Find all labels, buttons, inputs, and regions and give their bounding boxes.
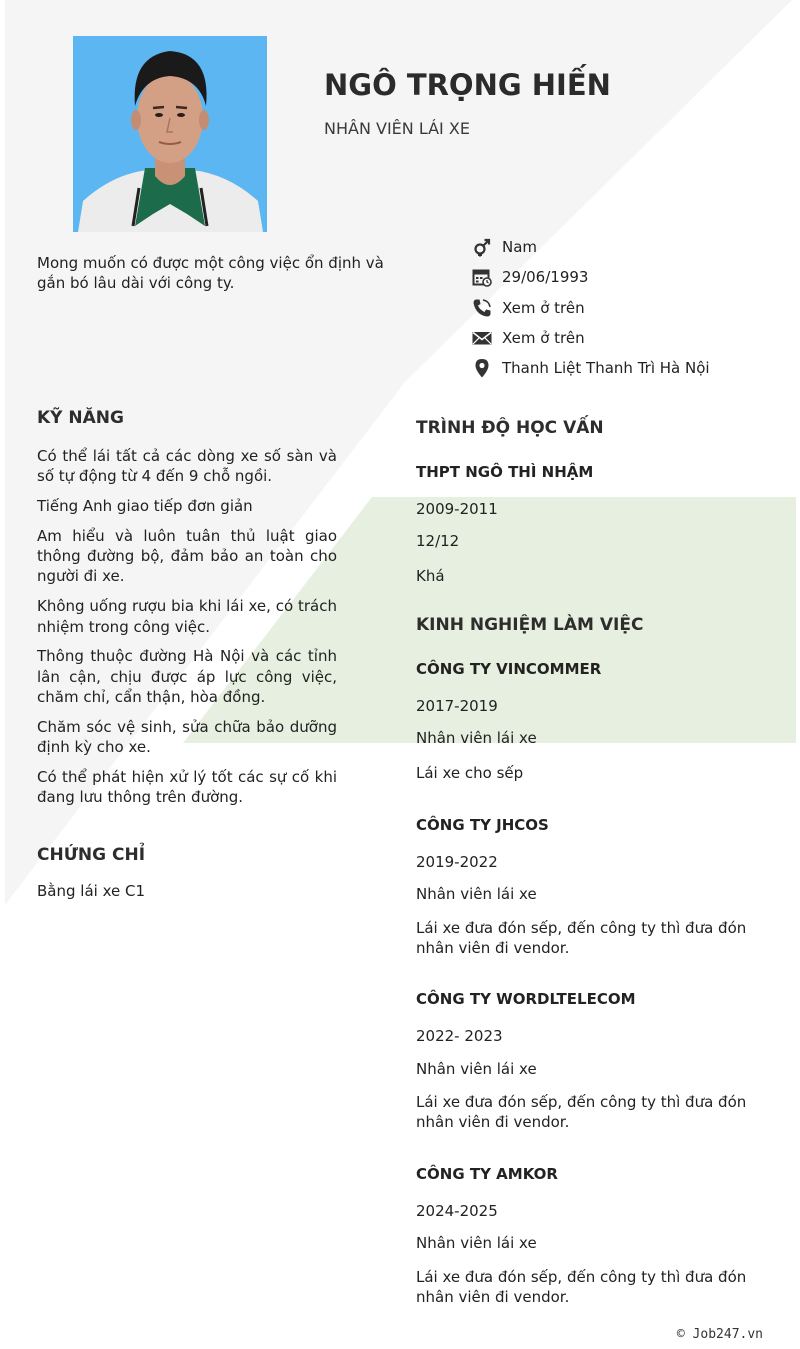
envelope-icon	[472, 328, 492, 348]
skill-item: Tiếng Anh giao tiếp đơn giản	[37, 497, 253, 516]
education-title: TRÌNH ĐỘ HỌC VẤN	[416, 418, 604, 438]
skill-item: Chăm sóc vệ sinh, sửa chữa bảo dưỡng định kỳ cho xe.	[37, 717, 337, 757]
profile-photo	[73, 36, 267, 232]
job-description: Lái xe đưa đón sếp, đến công ty thì đưa đón nhân viên đi vendor.	[416, 1268, 747, 1306]
skill-item: Có thể phát hiện xử lý tốt các sự cố khi đang lưu thông trên đường.	[37, 767, 337, 807]
skills-title: KỸ NĂNG	[37, 408, 124, 428]
job-period: 2022- 2023	[416, 1027, 503, 1045]
skill-item: Không uống rượu bia khi lái xe, có trách nhiệm trong công việc.	[37, 597, 337, 636]
birthday-value: 29/06/1993	[502, 268, 589, 287]
contact-address	[472, 353, 792, 383]
education-school: THPT NGÔ THÌ NHẬM	[416, 463, 594, 481]
skills-list	[37, 446, 337, 817]
skill-item: Thông thuộc đường Hà Nội và các tỉnh lân cận, chịu được áp lực công việc, chăm chỉ, cẩn thận, hòa đồng.	[37, 647, 337, 706]
education-grade: 12/12	[416, 532, 460, 550]
job-company: CÔNG TY JHCOS	[416, 816, 549, 834]
job-company: CÔNG TY AMKOR	[416, 1165, 558, 1183]
email-value: Xem ở trên	[502, 329, 585, 348]
job-description: Lái xe đưa đón sếp, đến công ty thì đưa đón nhân viên đi vendor.	[416, 1093, 747, 1131]
contact-info	[472, 232, 792, 383]
phone-value: Xem ở trên	[502, 298, 585, 317]
job-company: CÔNG TY VINCOMMER	[416, 660, 602, 678]
job-description: Lái xe đưa đón sếp, đến công ty thì đưa đón nhân viên đi vendor.	[416, 919, 747, 957]
contact-email	[472, 323, 792, 353]
job-position: NHÂN VIÊN LÁI XE	[324, 119, 470, 138]
contact-birthday	[472, 262, 792, 292]
job-period: 2017-2019	[416, 697, 498, 715]
certificate-item: Bằng lái xe C1	[37, 882, 146, 900]
skill-item: Am hiểu và luôn tuân thủ luật giao thông đường bộ, đảm bảo an toàn cho người đi xe.	[37, 526, 337, 586]
skill-item: Có thể lái tất cả các dòng xe số sàn và số tự động từ 4 đến 9 chỗ ngồi.	[37, 447, 337, 486]
job-role: Nhân viên lái xe	[416, 1234, 537, 1252]
job-role: Nhân viên lái xe	[416, 885, 537, 903]
certificates-title: CHỨNG CHỈ	[37, 845, 146, 865]
job-role: Nhân viên lái xe	[416, 729, 537, 747]
phone-icon	[472, 298, 492, 318]
career-objective: Mong muốn có được một công việc ổn định và gắn bó lâu dài với công ty.	[37, 254, 384, 292]
experience-title: KINH NGHIỆM LÀM VIỆC	[416, 615, 644, 635]
calendar-icon	[472, 267, 492, 287]
job-period: 2024-2025	[416, 1202, 498, 1220]
footer-copyright: © Job247.vn	[676, 1327, 763, 1342]
gender-icon	[472, 237, 492, 257]
location-pin-icon	[472, 358, 492, 378]
job-role: Nhân viên lái xe	[416, 1060, 537, 1078]
job-period: 2019-2022	[416, 853, 498, 871]
education-rank: Khá	[416, 567, 445, 585]
gender-value: Nam	[502, 238, 538, 257]
contact-gender	[472, 232, 792, 262]
job-description: Lái xe cho sếp	[416, 764, 524, 782]
address-value: Thanh Liệt Thanh Trì Hà Nội	[502, 359, 710, 378]
candidate-name: NGÔ TRỌNG HIẾN	[324, 68, 611, 102]
contact-phone	[472, 293, 792, 323]
job-company: CÔNG TY WORDLTELECOM	[416, 990, 636, 1008]
education-period: 2009-2011	[416, 500, 498, 518]
